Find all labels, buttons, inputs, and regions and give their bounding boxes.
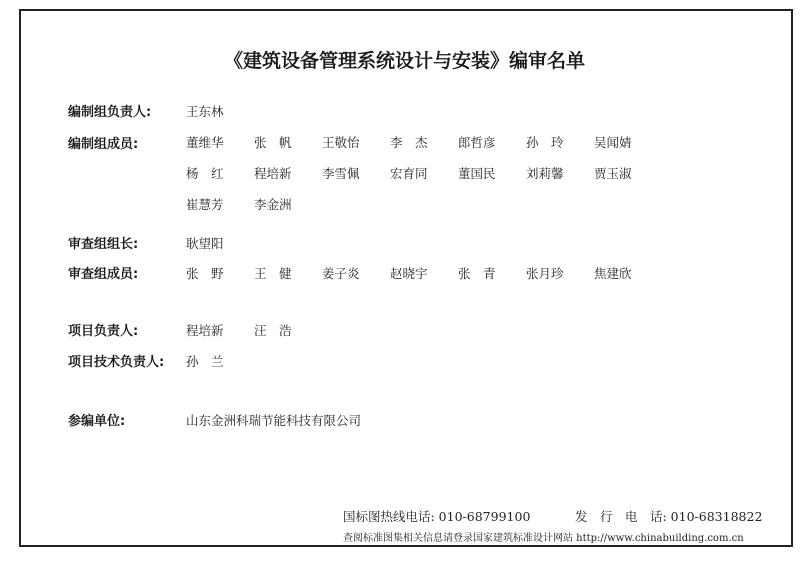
hotline-phone: 国标图热线电话: 010-68799100	[343, 509, 531, 524]
participating-unit-label: 参编单位:	[68, 414, 126, 429]
project-lead-name: 汪 浩	[254, 323, 292, 338]
page-title: 《建筑设备管理系统设计与安装》编审名单	[223, 50, 585, 72]
review-members-label: 审查组成员:	[68, 267, 139, 282]
editor-member-name: 董国民	[458, 166, 496, 181]
review-member-name: 张 青	[458, 266, 496, 281]
editor-member-name: 贾玉淑	[594, 166, 632, 181]
editor-member-name: 崔慧芳	[186, 197, 224, 212]
project-tech-lead-label: 项目技术负责人:	[68, 355, 165, 370]
review-member-name: 赵晓宇	[390, 266, 428, 281]
review-lead-label: 审查组组长:	[68, 237, 139, 252]
review-member-name: 张 野	[186, 266, 224, 281]
website-note: 查阅标准图集相关信息请登录国家建筑标准设计网站 http://www.chinabuilding.com.cn	[343, 533, 744, 544]
review-lead-name: 耿望阳	[186, 236, 224, 251]
editor-member-name: 杨 红	[186, 166, 224, 181]
editor-lead-label: 编制组负责人:	[68, 105, 152, 120]
editor-member-name: 孙 玲	[526, 135, 564, 150]
editor-member-name: 程培新	[254, 166, 292, 181]
editor-member-name: 宏育同	[390, 166, 428, 181]
editor-lead-name: 王东林	[186, 104, 224, 119]
project-lead-label: 项目负责人:	[68, 324, 139, 339]
editor-member-name: 李金洲	[254, 197, 292, 212]
distribution-phone: 发 行 电 话: 010-68318822	[575, 509, 763, 524]
editor-member-name: 刘莉馨	[526, 166, 564, 181]
editor-member-name: 李雪佩	[322, 166, 360, 181]
editor-member-name: 王敬怡	[322, 135, 360, 150]
project-tech-lead-name: 孙 兰	[186, 354, 224, 369]
review-member-name: 王 健	[254, 266, 292, 281]
review-member-name: 张月珍	[526, 266, 564, 281]
project-lead-name: 程培新	[186, 323, 224, 338]
editor-member-name: 李 杰	[390, 135, 428, 150]
participating-unit-name: 山东金洲科瑞节能科技有限公司	[186, 413, 362, 428]
editor-member-name: 董维华	[186, 135, 224, 150]
editor-member-name: 吴闻婧	[594, 135, 632, 150]
editor-member-name: 张 帆	[254, 135, 292, 150]
editor-members-label: 编制组成员:	[68, 137, 139, 152]
editor-member-name: 郎哲彦	[458, 135, 496, 150]
review-member-name: 姜子炎	[322, 266, 360, 281]
review-member-name: 焦建欣	[594, 266, 632, 281]
